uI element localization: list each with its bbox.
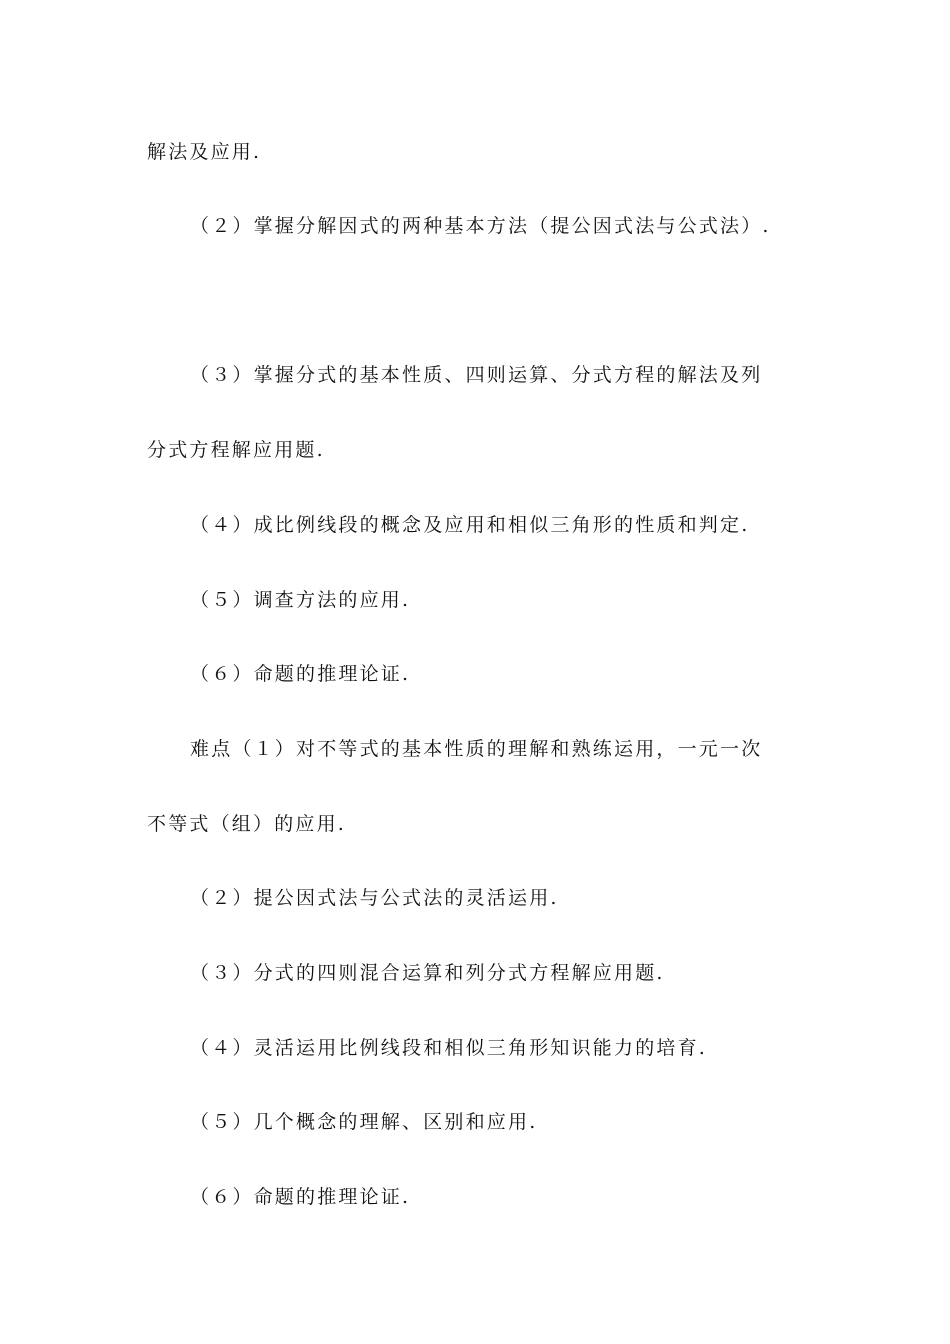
text-line-6: （５）调查方法的应用. bbox=[190, 589, 411, 611]
text-line-14: （６）命题的推理论证. bbox=[190, 1186, 411, 1208]
text-line-12: （４）灵活运用比例线段和相似三角形知识能力的培育. bbox=[190, 1037, 708, 1059]
text-line-4: 分式方程解应用题. bbox=[147, 439, 325, 461]
text-line-7: （６）命题的推理论证. bbox=[190, 663, 411, 685]
text-line-10: （２）提公因式法与公式法的灵活运用. bbox=[190, 887, 559, 909]
text-line-3: （３）掌握分式的基本性质、四则运算、分式方程的解法及列 bbox=[190, 364, 763, 386]
text-line-8: 难点（１）对不等式的基本性质的理解和熟练运用，一元一次 bbox=[190, 738, 763, 760]
text-line-5: （４）成比例线段的概念及应用和相似三角形的性质和判定. bbox=[190, 514, 750, 536]
text-line-2: （２）掌握分解因式的两种基本方法（提公因式法与公式法）. bbox=[190, 215, 771, 237]
text-line-9: 不等式（组）的应用. bbox=[147, 813, 347, 835]
text-line-1: 解法及应用. bbox=[147, 141, 262, 163]
text-line-13: （５）几个概念的理解、区别和应用. bbox=[190, 1111, 538, 1133]
text-line-11: （３）分式的四则混合运算和列分式方程解应用题. bbox=[190, 962, 665, 984]
